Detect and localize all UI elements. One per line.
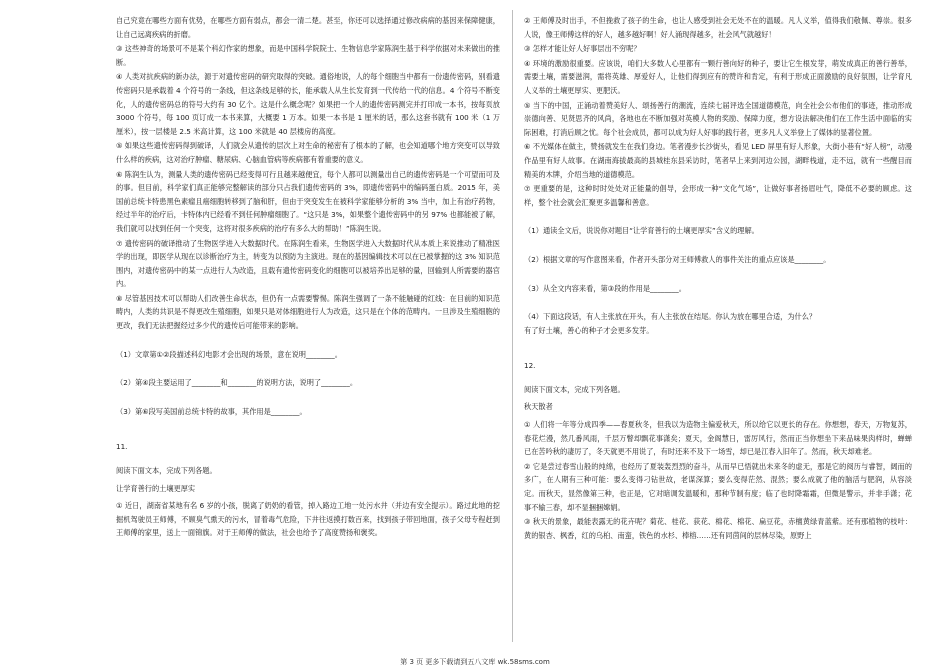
question-11-3: （3）从全文内容来看，第③段的作用是________。 <box>524 283 686 293</box>
article-paragraph-2: ② 王师傅及时出手，不但挽救了孩子的生命，也让人感受到社会无处不在的温暖。凡人义举，值得我们敬佩、尊崇。很多人说，像王师傅这样的好人，越多越好啊！好人涌现得越多，社会风气就越好！ <box>524 16 912 39</box>
paragraph-7: ⑦ 遗传密码的破译推动了生物医学进入大数据时代。在陈润生看来，生物医学进入大数据时代从本质上来说推动了精准医学的出现，即医学从现在以诊断治疗为主，转变为以预防为主演进。现在的基因编辑技术可以在已被掌握的这 3% 知识范围内，对遗传密码中的某一点进行人为改造，且载有遗传密码变化的细胞可以被培养出足够的量，回输到人所需要的器官内。 <box>116 238 500 289</box>
question-number-11: 11. <box>116 442 128 452</box>
article-paragraph-6: ⑥ 不光媒体在做主，赞扬就发生在我们身边。笔者漫步长沙街头，看见 LED 屏里有好人形象，大街小巷有“好人榜”，动漫作品里有好人故事。在湖南海拔最高的县城桂东县采访时，笔者早上来到河边公园，湖畔栈道，走不远，就有一些醒目而精美的木牌，介绍当地的道德模范。 <box>524 142 912 179</box>
instruction-12: 阅读下面文本，完成下列各题。 <box>524 384 625 394</box>
article-title-11: 让学育善行的土壤更厚实 <box>116 483 196 493</box>
paragraph-intro: 自己究竟在哪些方面有优势，在哪些方面有弱点，都会一清二楚。甚至，你还可以选择通过修改病病的基因来保障健康，让自己远离疾病的折磨。 <box>116 16 500 39</box>
instruction-11: 阅读下面文本，完成下列各题。 <box>116 466 217 476</box>
page-footer: 第 3 页 更多下载请到五八文库 wk.58sms.com <box>400 658 550 666</box>
article-paragraph-3: ③ 怎样才能让好人好事层出不穷呢？ <box>524 44 641 54</box>
paragraph-4: ④ 人类对抗疾病的新办法，源于对遗传密码的研究取得的突破。通俗地说，人的每个细胞当中都有一份遗传密码，别看遗传密码只是承载着 4 个符号的一条线，但这条线足够的长，能承载人从生长发育到一代传给一代的信息。4 个符号不断变化，人的遗传密码总的符号大约有 30 亿个。这是什么概念呢？如果把一个人的遗传密码测完并打印成一本书，按每页放 3000 个符号，每 100 页订成一本书来算，大概要 1 万本。如果一本书是 1 厘米的话，那么这套书就有 100 米（1 万厘米），按一层楼是 2.5 米高计算，这 100 米就是 40 层楼房的高度。 <box>116 72 500 136</box>
article-title-12: 秋天散者 <box>524 402 553 412</box>
essay-paragraph-3: ③ 秋天的景象，最能表露无的花卉呢？菊花、桂花、荻花、棉花、棉花、扁豆花，赤檀黄绿青蓝紫。还有那植物的枝叶：黄的银杏、枫香，红的乌桕、南蛮，铁色的水杉、棒榕……还有同茵间的层林尽染，原野上 <box>524 517 912 540</box>
question-11-4-quote: 有了好土壤，善心的种子才会更多发芽。 <box>524 325 654 335</box>
question-2: （2）第④段主要运用了________和________的说明方法，说明了________。 <box>116 378 358 388</box>
right-column <box>524 14 912 543</box>
paragraph-6: ⑥ 陈润生认为，测量人类的遗传密码已经变得可行且越来越便宜，每个人都可以测量出自己的遗传密码是一个可望而可及的事。但目前，科学家们真正能够完整解读的部分只占我们遗传密码的 3%，即遗传密码中的编码蛋白质。2015 年，美国前总统卡特患黑色素瘤且癌细胞转移到了脑和肝，但由于突变发生在被科学家能够分析的 3% 当中，加上有治疗药物，经过半年的治疗后，卡特体内已经看不到任何肿瘤细胞了。“这只是 3%，如果整个遗传密码中的另 97% 也都能被了解，我们就可以找到任何一个突变，这将对很多疾病的治疗有多么大的帮助！”陈润生说。 <box>116 169 500 233</box>
question-11-4: （4）下面这段话，有人主张放在开头，有人主张放在结尾。你认为放在哪里合适，为什么？ <box>524 312 817 322</box>
column-divider <box>512 10 513 642</box>
paragraph-8: ⑧ 尽管基因技术可以帮助人们改善生命状态，但仍有一点需要警惕。陈润生强调了一条不能触碰的红线：在目前的知识范畴内，人类的共识是不得更改生殖细胞，如果只是对体细胞进行人为改造，这只是在个体的范畴内。一旦涉及生殖细胞的更改，我们无法把握经过多少代的遗传后可能带来的影响。 <box>116 293 500 331</box>
left-column <box>116 14 500 541</box>
article-paragraph-1: ① 近日，湖南省某地有名 6 岁的小孩，脱离了奶奶的看管，掉入路边工地一处污水井（并边有安全提示）。路过此地的挖掘机驾驶员王师傅，不顾臭气熏天的污水，冒着毒气危险，下井往返摸打数百来，找到孩子带回地面，孩子父母专程赶到王师傅的家里，送上一面锦旗。对于王师傅的做法，社会也给予了高度赞扬和褒奖。 <box>116 501 500 538</box>
paragraph-3: ③ 这些神奇的场景可不是某个科幻作家的想象，而是中国科学院院士、生物信息学家陈润生基于科学依据对未来做出的推断。 <box>116 44 500 67</box>
question-number-12: 12. <box>524 361 536 371</box>
question-11-2: （2）根据文章的写作意图来看，作者开头部分对王师傅救人的事件关注的重点应该是________。 <box>524 254 831 264</box>
question-1: （1）文章第①②段描述科幻电影才会出现的场景，意在说明________。 <box>116 349 342 359</box>
essay-paragraph-2: ② 它是尝过春雪山般的纯绵，也经历了夏装轰烈烈的奋斗，从而早已悟就出未来冬的虚无，那是它的阅历与睿智，阔而的多广，在人期有三种可能：要么变得刁钻世故，老谋深算；要么变得茫然、混然；要么成就了他的脑活与肥润，从容淡定。而秋天，显然像第三种，也正是，它对暗调发温暖和，那种节制有度；临了也时降霜霜，但微是警示，并非手潇；花事不输三春，却不显捆捆嫦娟。 <box>524 461 912 512</box>
paragraph-5: ⑤ 如果这些遗传密码得到破译，人们就会从遗传的层次上对生命的秘密有了根本的了解，也会知道哪个地方突变可以导致什么样的疾病，这对治疗肿瘤、糖尿病、心脑血管病等疾病都有着重要的意义。 <box>116 141 500 164</box>
article-paragraph-4: ④ 环境的激励很重要。应该说，咱们大多数人心里都有一颗行善向好的种子，要让它生根发芽，萌发成真正的善行善举，需要土壤，需要滋润，需将英雄、厚爱好人，让他们得到应有的赞许和肯定，有利于形成正面激励的良好氛围，让学育凡人义举的土壤更厚实、更肥沃。 <box>524 58 912 95</box>
essay-paragraph-1: ① 人们将一年等分成四季——春夏秋冬，但我以为造物主偏爱秋天，所以给它以更长的存在。你想想，春天，万物复苏，春花烂漫，然几番风雨，千层万瞥却飘花事潇矣；夏天，金阁慧日，雷厉风行，然而正当你想坐下来品味果肉样时，蝉蝉已在苦吟秋的凄厉了，冬天就更不用说了，有时还来不及下一场雪，却已是江春入旧年了。然而，秋天却难老。 <box>524 420 912 457</box>
question-11-1: （1）通读全文后，说说你对题目“让学育善行的土壤更厚实”含义的理解。 <box>524 226 759 236</box>
article-paragraph-5: ⑤ 当下的中国，正涌动着赞美好人、颂扬善行的潮流，连续七届评选全国道德模范，向全社会公布他们的事迹，推动形成崇德向善、见贤思齐的风尚，各地也在不断加强对英模人物的奖励、保障力度，想方设法解决他们在工作生活中面临的实际困难，打消后顾之忧。每个社会成员，都可以成为好人好事的践行者，更多凡人义举登上了媒体的显著位置。 <box>524 100 912 137</box>
article-paragraph-7: ⑦ 更重要的是，这种时时处处对正能量的倡导，会形成一种“文化气场”，让做好事者扬眉吐气，降低不必要的顾虑。这样，整个社会就会汇聚更多温馨和善意。 <box>524 184 912 207</box>
question-3: （3）第⑥段写美国前总统卡特的故事，其作用是________。 <box>116 406 307 416</box>
